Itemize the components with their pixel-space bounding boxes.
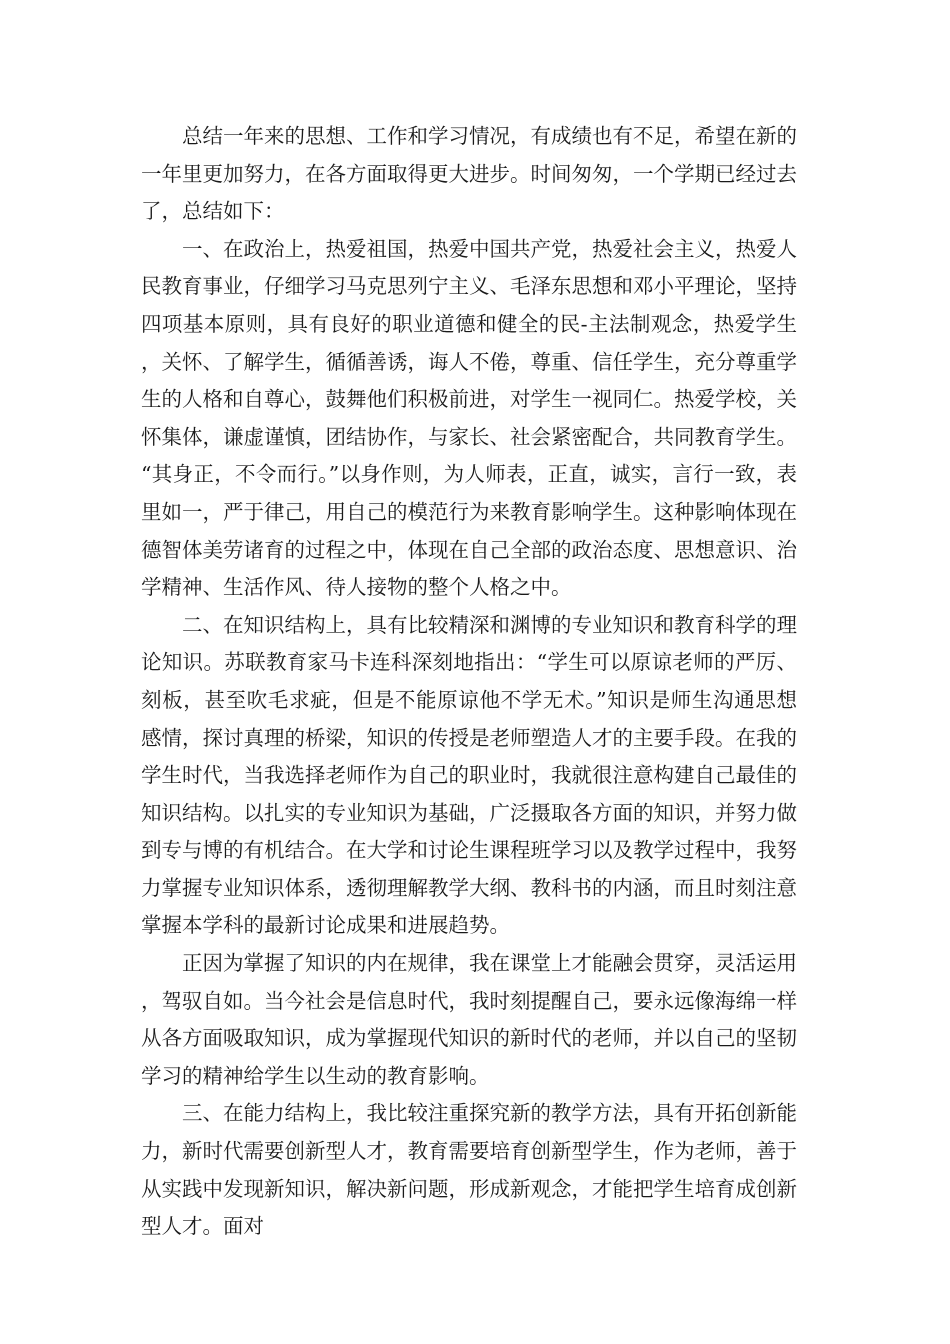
- paragraph-politics: 一、在政治上，热爱祖国，热爱中国共产党，热爱社会主义，热爱人民教育事业，仔细学习马克思列宁主义、毛泽东思想和邓小平理论，坚持四项基本原则，具有良好的职业道德和健全的民-主法制观念，热爱学生，关怀、了解学生，循循善诱，诲人不倦，尊重、信任学生，充分尊重学生的人格和自尊心，鼓舞他们积极前进，对学生一视同仁。热爱学校，关怀集体，谦虚谨慎，团结协作，与家长、社会紧密配合，共同教育学生。“其身正，不令而行。”以身作则，为人师表，正直，诚实，言行一致，表里如一，严于律己，用自己的模范行为来教育影响学生。这种影响体现在德智体美劳诸育的过程之中，体现在自己全部的政治态度、思想意识、治学精神、生活作风、待人接物的整个人格之中。: [141, 236, 797, 600]
- document-body: [141, 118, 797, 1246]
- paragraph-knowledge: 二、在知识结构上，具有比较精深和渊博的专业知识和教育科学的理论知识。苏联教育家马卡连科深刻地指出：“学生可以原谅老师的严厉、刻板，甚至吹毛求疵，但是不能原谅他不学无术。”知识是师生沟通思想感情，探讨真理的桥梁，知识的传授是老师塑造人才的主要手段。在我的学生时代，当我选择老师作为自己的职业时，我就很注意构建自己最佳的知识结构。以扎实的专业知识为基础，广泛摄取各方面的知识，并努力做到专与博的有机结合。在大学和讨论生课程班学习以及教学过程中，我努力掌握专业知识体系，透彻理解教学大纲、教科书的内涵，而且时刻注意掌握本学科的最新讨论成果和进展趋势。: [141, 612, 797, 938]
- paragraph-ability: 三、在能力结构上，我比较注重探究新的教学方法，具有开拓创新能力，新时代需要创新型人才，教育需要培育创新型学生，作为老师，善于从实践中发现新知识，解决新问题，形成新观念，才能把学生培育成创新型人才。面对: [141, 1101, 797, 1239]
- paragraph-intro: 总结一年来的思想、工作和学习情况，有成绩也有不足，希望在新的一年里更加努力，在各方面取得更大进步。时间匆匆，一个学期已经过去了，总结如下：: [141, 124, 797, 224]
- paragraph-knowledge-application: 正因为掌握了知识的内在规律，我在课堂上才能融会贯穿，灵活运用，驾驭自如。当今社会是信息时代，我时刻提醒自己，要永远像海绵一样从各方面吸取知识，成为掌握现代知识的新时代的老师，并以自己的坚韧学习的精神给学生以生动的教育影响。: [141, 951, 797, 1088]
